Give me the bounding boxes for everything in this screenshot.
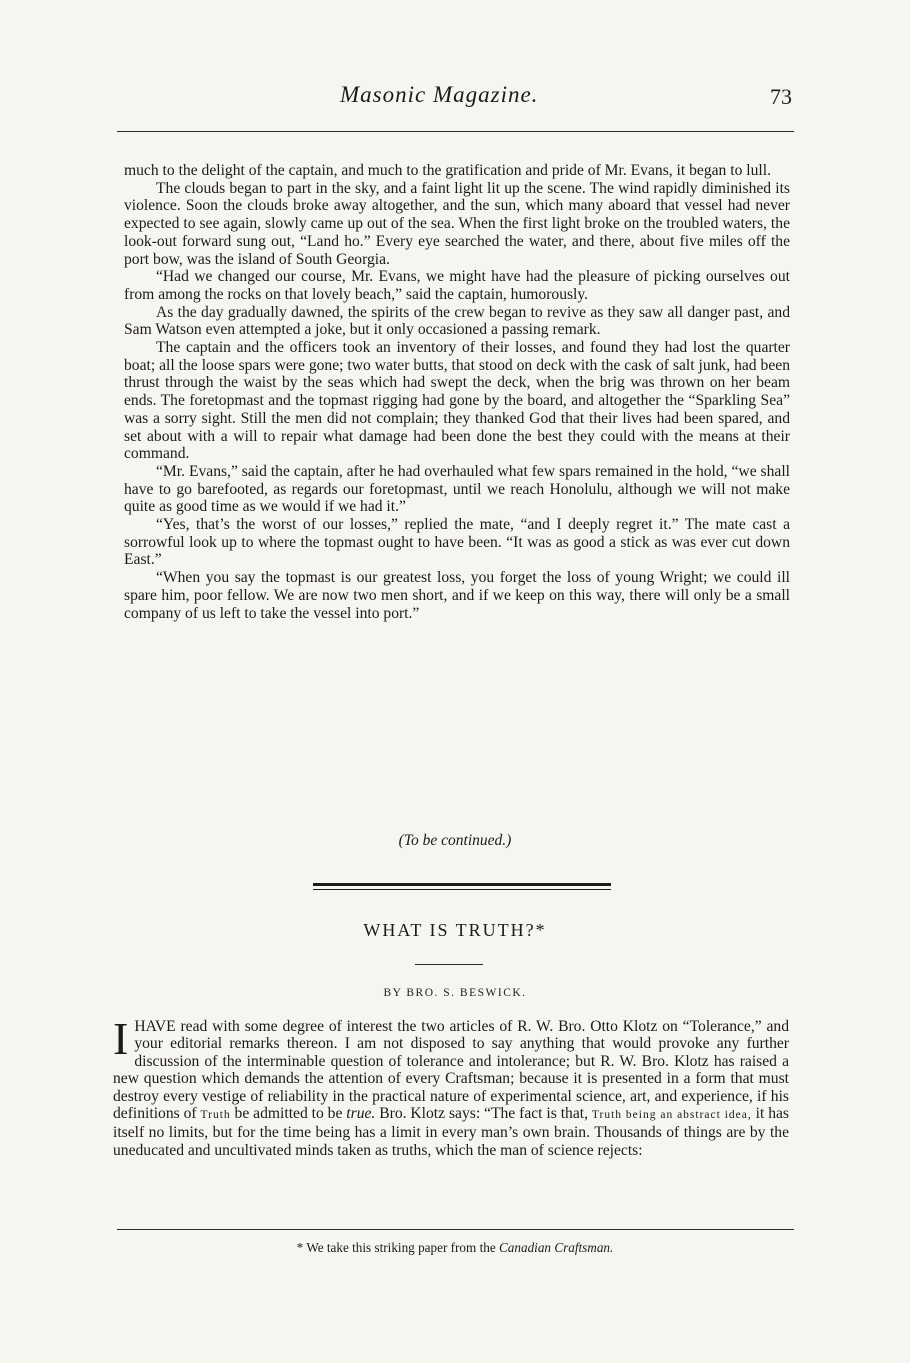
story-paragraph: much to the delight of the captain, and much to the gratification and pride of Mr. Evans, it began to lull. <box>124 162 771 179</box>
footnote-text: * We take this striking paper from the <box>296 1240 499 1255</box>
page-number: 73 <box>770 84 792 109</box>
title-rule <box>415 964 483 965</box>
section-divider-thick <box>313 883 611 886</box>
section-divider-thin <box>313 889 611 890</box>
footnote-rule <box>117 1229 794 1230</box>
story-paragraph: The clouds began to part in the sky, and a faint light lit up the scene. The wind rapidly diminished its violence. Soon the clouds broke away altogether, and the sun, which many aboard that vessel had never expected to see again, slowly came up out of the sea. When the first light broke on the troubled waters, the look-out forward sung out, “Land ho.” Every eye searched the water, and there, about five miles off the port bow, was the island of South Georgia. <box>124 179 790 268</box>
story-paragraph: The captain and the officers took an inventory of their losses, and found they had lost the quarter boat; all the loose spars were gone; two water butts, that stood on deck with the cask of salt junk, had been thrust through the waist by the seas which had swept the deck, when the brig was thrown on her beam ends. The foretopmast and the topmast rigging had gone by the board, and altogether the “Sparkling Sea” was a sorry sight. Still the men did not complain; they thanked God that their lives had been spared, and set about with a will to repair what damage had been done the best they could with the means at their command. <box>124 339 790 463</box>
story-paragraph: As the day gradually dawned, the spirits of the crew began to revive as they saw all danger past, and Sam Watson even attempted a joke, but it only occasioned a passing remark. <box>124 303 790 339</box>
small-caps-truth: Truth <box>200 1109 231 1122</box>
footnote <box>0 1240 910 1256</box>
running-title: Masonic Magazine. <box>340 82 539 107</box>
serial-story <box>124 162 790 622</box>
drop-cap: I <box>113 1013 129 1064</box>
story-paragraph: “Mr. Evans,” said the captain, after he had overhauled what few spars remained in the hold, “we shall have to go barefooted, as regards our foretopmast, until we reach Honolulu, although we will not make quite as good time as we would if we had it.” <box>124 462 790 516</box>
story-paragraph: “Yes, that’s the worst of our losses,” replied the mate, “and I deeply regret it.” The mate cast a sorrowful look up to where the topmast ought to have been. “It was as good a stick as was ever cut down East.” <box>124 516 790 569</box>
article-text: it has itself no limits, but for the time being has a limit in every man’s own brain. Thousands of things are by the uneducated and uncultivated minds taken as truths, which the man of science rejects: <box>113 1105 790 1159</box>
to-be-continued: (To be continued.) <box>398 832 512 849</box>
story-paragraph: “Had we changed our course, Mr. Evans, we might have had the pleasure of picking ourselves out from among the rocks on that lovely beach,” said the captain, humorously. <box>124 268 790 303</box>
article-byline: BY BRO. S. BESWICK. <box>383 987 527 999</box>
header-rule <box>117 131 794 132</box>
small-caps-phrase: Truth being an abstract idea, <box>591 1109 752 1122</box>
article-title: WHAT IS TRUTH?* <box>363 920 547 940</box>
article-text: HAVE read with some degree of interest the two articles of R. W. Bro. Otto Klotz on “Tolerance,” and your editorial remarks thereon. I am not disposed to say anything that would provoke any further discussion of the interminable question of tolerance and intolerance; but R. W. Bro. Klotz has raised a new question which demands the attention of every Craftsman; because it is presented in a form that must destroy every vestige of reliability in the practical nature of experimental science, art, and experience, if his definitions of <box>113 1018 789 1123</box>
running-head <box>0 82 910 114</box>
story-paragraph: “When you say the topmast is our greatest loss, you forget the loss of young Wright; we could ill spare him, poor fellow. We are now two men short, and if we keep on this way, there will only be a small company of us left to take the vessel into port.” <box>124 569 790 622</box>
italic-true: true. <box>346 1105 376 1123</box>
article-text: be admitted to be <box>230 1105 347 1123</box>
article-text: Bro. Klotz says: “The fact is that, <box>375 1105 592 1123</box>
article-body <box>113 1013 790 1159</box>
footnote-source: Canadian Craftsman. <box>499 1240 614 1255</box>
